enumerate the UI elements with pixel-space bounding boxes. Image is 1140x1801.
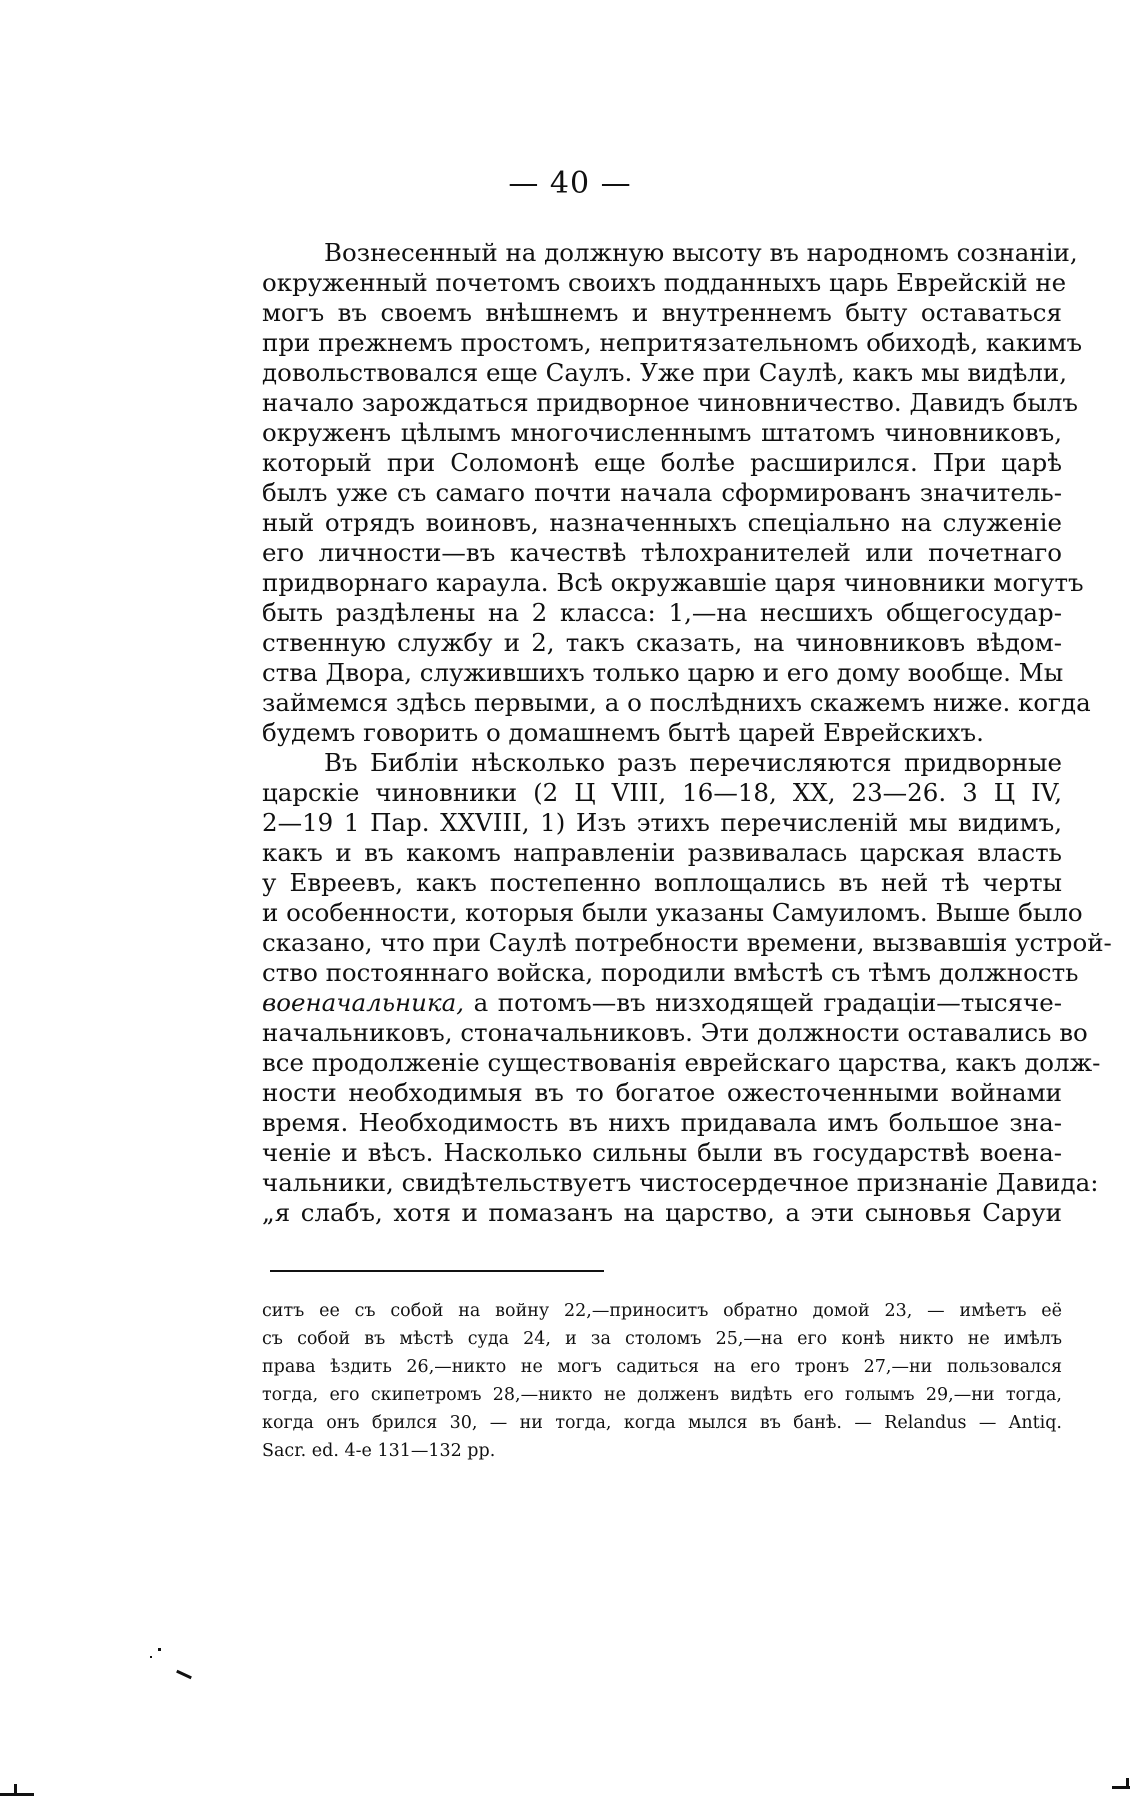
footnote-line: ситъ ее съ собой на войну 22,—приноситъ обратно домой 23, — имѣетъ её — [262, 1301, 1062, 1321]
text-line: былъ уже съ самаго почти начала сформированъ значитель- — [262, 478, 1062, 507]
text-line: время. Необходимость въ нихъ придавала имъ большое зна- — [262, 1108, 1062, 1137]
text-line: могъ въ своемъ внѣшнемъ и внутреннемъ быту оставаться — [262, 298, 1062, 327]
text-line-rest: а потомъ—въ низходящей градаціи—тысяче- — [473, 988, 1062, 1017]
text-line: ство постояннаго войска, породили вмѣстѣ съ тѣмъ должность — [262, 958, 1079, 987]
text-line: царскіе чиновники (2 Ц VIII, 16—18, XX, 23—26. 3 Ц IV, — [262, 778, 1062, 807]
footnote-line: права ѣздить 26,—никто не могъ садиться на его тронъ 27,—ни пользовался — [262, 1357, 1062, 1377]
text-line: начало зарождаться придворное чиновничество. Давидъ былъ — [262, 388, 1079, 417]
text-line: окруженъ цѣлымъ многочисленнымъ штатомъ чиновниковъ, — [262, 418, 1062, 447]
scan-artifact-stroke — [176, 1670, 192, 1679]
scan-artifact-corner-left-tick — [14, 1784, 17, 1794]
text-line: „я слабъ, хотя и помазанъ на царство, а эти сыновья Саруи — [262, 1198, 1062, 1227]
text-line: сказано, что при Саулѣ потребности времени, вызвавшія устрой- — [262, 928, 1112, 957]
text-line: ченіе и вѣсъ. Насколько сильны были въ государствѣ воена- — [262, 1138, 1062, 1167]
text-line: ности необходимыя въ то богатое ожесточенными войнами — [262, 1078, 1062, 1107]
scan-artifact-dot — [150, 1656, 152, 1658]
text-line: у Евреевъ, какъ постепенно воплощались въ ней тѣ черты — [262, 868, 1062, 897]
text-line: ственную службу и 2, такъ сказать, на чиновниковъ вѣдом- — [262, 628, 1062, 657]
footnote-line: Sacr. ed. 4-e 131—132 pp. — [262, 1441, 496, 1461]
text-line: придворнаго караула. Всѣ окружавшіе царя чиновники могутъ — [262, 568, 1084, 597]
text-line: довольствовался еще Саулъ. Уже при Саулѣ, какъ мы видѣли, — [262, 358, 1068, 387]
text-line: 2—19 1 Пар. XXVIII, 1) Изъ этихъ перечисленій мы видимъ, — [262, 808, 1062, 837]
text-line: ства Двора, служившихъ только царю и его дому вообще. Мы — [262, 658, 1064, 687]
text-line: при прежнемъ простомъ, непритязательномъ обиходѣ, какимъ — [262, 328, 1083, 357]
scan-artifact-corner-right-tick — [1126, 1778, 1129, 1789]
text-line: его личности—въ качествѣ тѣлохранителей или почетнаго — [262, 538, 1062, 567]
scan-artifact-corner-left — [0, 1793, 34, 1796]
footnote-rule — [270, 1270, 604, 1272]
text-line: все продолженіе существованія еврейскаго царства, какъ долж- — [262, 1048, 1101, 1077]
text-line: Въ Библіи нѣсколько разъ перечисляются придворные — [324, 748, 1062, 777]
footnote-line: тогда, его скипетромъ 28,—никто не долженъ видѣть его голымъ 29,—ни тогда, — [262, 1385, 1062, 1405]
main-text — [262, 238, 1112, 1228]
text-line: ный отрядъ воиновъ, назначенныхъ спеціально на служеніе — [262, 508, 1062, 537]
text-line: чальники, свидѣтельствуетъ чистосердечное признаніе Давида: — [262, 1168, 1099, 1197]
text-line: который при Соломонѣ еще болѣе расширился. При царѣ — [262, 448, 1062, 477]
text-line: окруженный почетомъ своихъ подданныхъ царь Еврейскій не — [262, 268, 1067, 297]
text-line: займемся здѣсь первыми, а о послѣднихъ скажемъ ниже. когда — [262, 688, 1091, 717]
footnote-line: когда онъ брился 30, — ни тогда, когда мылся въ банѣ. — Relandus — Antiq. — [262, 1413, 1062, 1433]
footnote-line: съ собой въ мѣстѣ суда 24, и за столомъ 25,—на его конѣ никто не имѣлъ — [262, 1329, 1062, 1349]
text-line: будемъ говорить о домашнемъ бытѣ царей Еврейскихъ. — [262, 718, 984, 747]
text-line: какъ и въ какомъ направленіи развивалась царская власть — [262, 838, 1062, 867]
text-line: Вознесенный на должную высоту въ народномъ сознаніи, — [324, 238, 1078, 267]
scan-artifact-dot — [158, 1648, 161, 1651]
text-line: и особенности, которыя были указаны Самуиломъ. Выше было — [262, 898, 1083, 927]
text-line: быть раздѣлены на 2 класса: 1,—на несшихъ общегосудар- — [262, 598, 1062, 627]
text-line: начальниковъ, стоначальниковъ. Эти должности оставались во — [262, 1018, 1088, 1047]
italic-term: военачальника, — [262, 988, 464, 1017]
text-line — [262, 988, 1062, 1018]
page-number: — 40 — — [508, 166, 632, 201]
footnotes — [262, 1297, 1062, 1465]
